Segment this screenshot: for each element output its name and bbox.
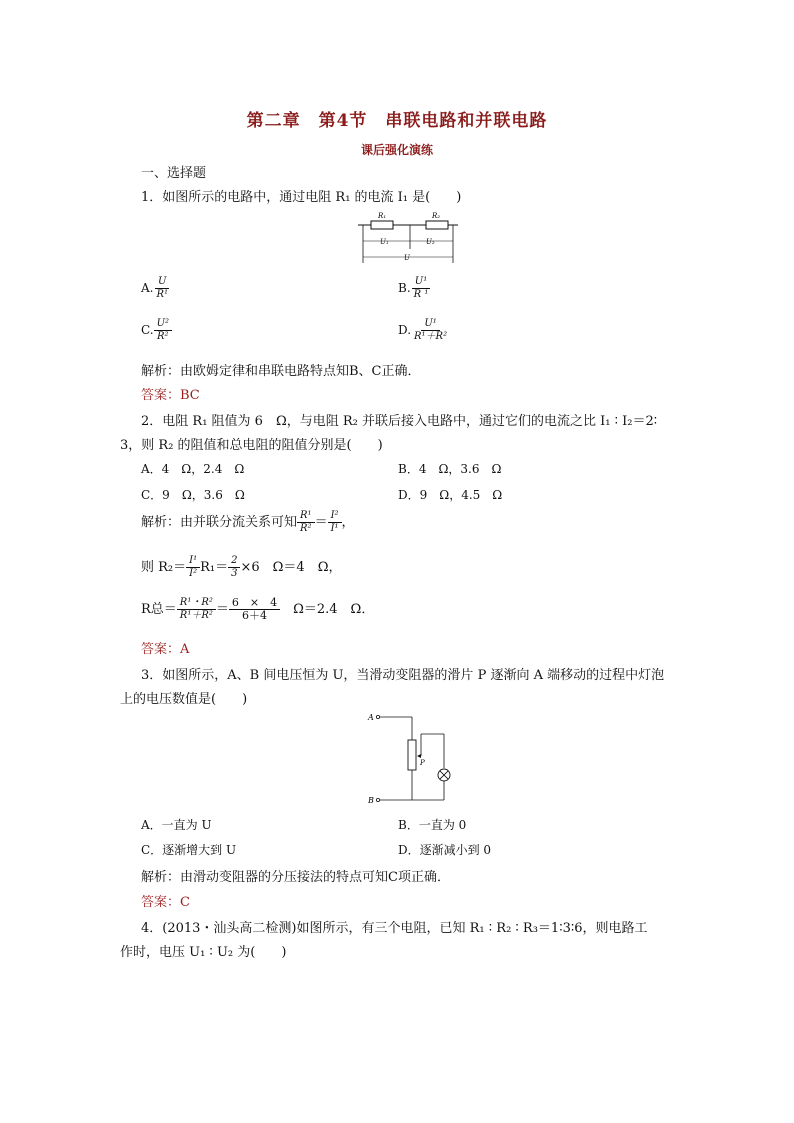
q3-fig-b: B [368,796,374,805]
q1-option-d[interactable]: D. $\frac{\text{U¹}}{\text{R¹＋R²}}$ [398,318,448,342]
q3-option-d[interactable]: D．逐渐减小到 0 [398,843,492,857]
q2-option-d[interactable]: D．9 Ω，4.5 Ω [398,488,503,502]
page-subtitle: 课后强化演练 [360,143,433,157]
q3-analysis: 解析：由滑动变阻器的分压接法的特点可知C项正确． [141,870,450,885]
q3-fig-a: A [368,713,374,722]
q3-answer: 答案：C [141,895,190,910]
q1-fig-u2: U₂ [426,238,435,246]
q1-fig-u: U [404,254,410,262]
q2-answer: 答案：A [141,642,190,657]
q1-stem: 1．如图所示的电路中，通过电阻 R₁ 的电流 I₁ 是( ) [141,190,462,205]
q2-analysis-line3: R总＝ $\frac{\text{R¹・R²}}{\text{R¹＋R²}}$ ＝ $\frac{6 \times 4}{6+4}$ Ω＝2.4 Ω． [141,596,375,622]
q2-option-a[interactable]: A．4 Ω，2.4 Ω [141,462,245,476]
q1-answer: 答案：BC [141,388,200,403]
q2-stem-line1: 2．电阻 R₁ 阻值为 6 Ω，与电阻 R₂ 并联后接入电路中，通过它们的电流之比 I₁ ∶ I₂＝2∶ [141,414,658,429]
q1-option-b[interactable]: B. $\frac{\text{U¹}}{\text{R ¹}}$ [398,276,429,300]
q3-option-b[interactable]: B．一直为 0 [398,818,467,832]
q4-stem-line1: 4．(2013・汕头高二检测)如图所示，有三个电阻，已知 R₁ ∶ R₂ ∶ R₃＝1∶3∶6，则电路工 [141,921,648,936]
q2-analysis-line2: 则 R₂＝ $\frac{\text{I¹}}{\text{I²}}$ R₁＝ $\frac{2}{3}$ ×6 Ω＝4 Ω， [141,555,342,579]
q1-option-a[interactable]: A. $\frac{U}{\text{R¹}}$ [141,276,169,300]
q3-option-c[interactable]: C．逐渐增大到 U [141,843,237,857]
q2-analysis-line1: 解析：由并联分流关系可知 $\frac{\text{R¹}}{\text{R²}}$ ＝ $\frac{\text{I²}}{\text{I¹}}$ ， [141,510,355,534]
q3-fig-p: P [420,759,425,767]
q1-fig-r1: R₁ [378,212,387,220]
q3-stem-line2: 上的电压数值是( ) [120,692,248,707]
q2-option-c[interactable]: C．9 Ω，3.6 Ω [141,488,245,502]
q3-circuit-figure [364,710,464,810]
section-heading: 一、选择题 [141,166,207,181]
q1-analysis: 解析：由欧姆定律和串联电路特点知B、C正确． [141,364,421,379]
q1-option-c[interactable]: C. $\frac{\text{U²}}{\text{R²}}$ [141,318,172,343]
q1-circuit-figure [358,207,458,269]
q3-stem-line1: 3．如图所示，A、B 间电压恒为 U，当滑动变阻器的滑片 P 逐渐向 A 端移动的过程中灯泡 [141,668,665,683]
q2-stem-line2: 3，则 R₂ 的阻值和总电阻的阻值分别是( ) [120,438,383,453]
q1-fig-r2: R₂ [432,212,441,220]
q2-option-b[interactable]: B．4 Ω，3.6 Ω [398,462,502,476]
q3-option-a[interactable]: A．一直为 U [141,818,212,832]
page-title: 第二章 第4节 串联电路和并联电路 [246,111,548,131]
q1-fig-u1: U₁ [380,238,389,246]
q4-stem-line2: 作时，电压 U₁ ∶ U₂ 为( ) [120,945,287,960]
